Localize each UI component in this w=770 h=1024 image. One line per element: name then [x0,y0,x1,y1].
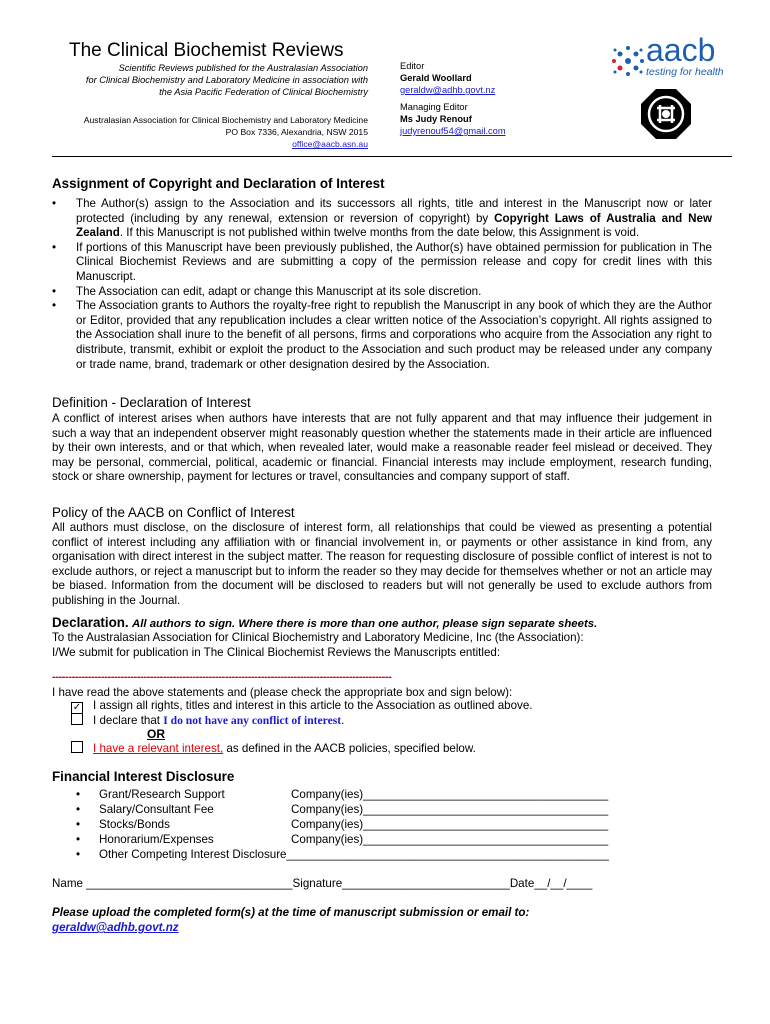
upload-instructions [52,905,529,935]
editor-name: Gerald Woollard [400,73,472,83]
relevant-interest-suffix: as defined in the AACB policies, specified below. [223,742,476,755]
journal-title: The Clinical Biochemist Reviews [69,40,344,61]
or-separator: OR [147,727,165,741]
assignment-heading: Assignment of Copyright and Declaration of Interest [52,176,385,191]
declaration-intro [52,631,584,660]
assign-rights-checkbox[interactable]: ✓ [72,702,82,713]
no-conflict-prefix: I declare that [93,714,164,727]
emblem-logo [640,88,692,145]
list-item: • The Association grants to Authors the royalty-free right to republish the Manuscript in any book of which they are the Author or Editor, provided that any republication includes a clear written notice of the Association’s copyright. All rights assigned to the Association shall inure to the benefit of all persons, firms and corporations who acquire from the Association any right to distribute, transmit, exhibit or exploit the product to the Association and such product may be released under any company or trade name, brand, trademark or other designation desired by the Association. [52,299,712,371]
declaration-line: To the Australasian Association for Clinical Biochemistry and Laboratory Medicine, Inc (the Association): [52,631,584,644]
name-field[interactable]: ________________________________ [86,877,293,890]
financial-list [76,787,676,862]
list-item: • The Author(s) assign to the Association and its successors all rights, title and interest in the Manuscript now or later protected (including by any renewal, extension or reversion of copyright) by Copyright Laws of Australia and New Zealand. If this Manuscript is not published within twelve months from the date below, this Assignment is void. [52,197,712,240]
financial-item: • Salary/Consultant Fee Company(ies)______________________________________ [76,803,609,816]
assign-rights-label: I assign all rights, titles and interest in this article to the Association as outlined above. [93,699,533,712]
aacb-logo [608,32,728,82]
journal-subtitle [86,62,368,98]
financial-item: • Other Competing Interest Disclosure__________________________________________________ [76,848,609,861]
signature-field[interactable]: __________________________ [342,877,510,890]
no-conflict-suffix: . [341,714,345,727]
policy-text: All authors must disclose, on the disclosure of interest form, all relationships that could be viewed as presenting a potential conflict of interest including any affiliation with or financial involvement in, or payments or other assistance in kind from, any organisation with direct interest in the subject matter. The reason for requesting disclosure of possible conflict of interest is not to exclude authors, or reject a manuscript but to inform the reader so they may decide for themselves whether or not an article may be biased. Information from the document will be disclosed to readers but will not generally be used to exclude authors from publishing in the Journal. [52,521,712,607]
financial-item: • Honorarium/Expenses Company(ies)______________________________________ [76,833,609,846]
option-no-conflict [71,713,344,727]
manuscript-title-line[interactable]: -------------------------------------------------------------------------------------------------------- [52,671,392,683]
name-label: Name [52,877,83,890]
assignment-list [52,197,712,372]
subtitle-line: the Asia Pacific Federation of Clinical Biochemistry [159,87,368,97]
logo-tagline: testing for health [646,66,724,78]
date-field[interactable]: __/__/____ [534,877,593,890]
declaration-label: Declaration. [52,615,129,630]
no-conflict-checkbox[interactable] [71,713,83,725]
logo-wordmark: aacb [646,32,716,68]
subtitle-line: for Clinical Biochemistry and Laboratory Medicine in association with [85,75,368,85]
upload-instruction-text: Please upload the completed form(s) at the time of manuscript submission or email to: [52,906,530,919]
signature-row [52,877,592,890]
managing-editor-name: Ms Judy Renouf [400,114,472,124]
office-email-link[interactable]: office@aacb.asn.au [292,139,368,149]
relevant-interest-checkbox[interactable] [71,741,83,753]
editor-block [400,60,495,96]
editor-label: Editor [400,61,425,71]
managing-editor-block [400,101,506,137]
no-conflict-highlight: I do not have any conflict of interest [163,714,342,727]
managing-editor-email-link[interactable]: judyrenouf54@gmail.com [400,126,506,136]
relevant-interest-highlight: I have a relevant interest, [93,742,224,755]
read-statement: I have read the above statements and (please check the appropriate box and sign below): [52,686,513,699]
company-field[interactable]: Company(ies)______________________________________ [291,788,609,801]
declaration-heading [52,615,732,630]
option-assign-rights [71,699,533,714]
association-address [84,114,368,150]
financial-item: • Grant/Research Support Company(ies)______________________________________ [76,788,609,801]
other-disclosure-field[interactable]: Other Competing Interest Disclosure__________________________________________________ [99,848,609,861]
address-line: Australasian Association for Clinical Biochemistry and Laboratory Medicine [83,115,368,125]
editor-email-link[interactable]: geraldw@adhb.govt.nz [400,85,496,95]
signature-label: Signature [292,877,343,890]
definition-heading: Definition - Declaration of Interest [52,395,251,410]
subtitle-line: Scientific Reviews published for the Australasian Association [118,63,368,73]
list-item: • If portions of this Manuscript have been previously published, the Author(s) have obtained permission for publication in The Clinical Biochemist Reviews and are submitting a copy of the permission release and copy for credit lines with this Manuscript. [52,240,712,283]
definition-text: A conflict of interest arises when authors have interests that are not fully apparent and that may influence their judgement in such a way that an independent observer might reasonably question whether the statements made in their article are influenced by their own interests, and or that which, when revealed later, would make a reasonable reader feel mislead or deceived. They may be personal, commercial, political, academic or financial. Financial interests may include employment, research funding, stock or share ownership, payment for lectures or travel, consultancies and company support of staff. [52,412,712,484]
option-relevant-interest [71,741,476,755]
managing-editor-label: Managing Editor [400,102,468,112]
declaration-line: I/We submit for publication in The Clinical Biochemist Reviews the Manuscripts entitled: [52,645,501,659]
company-field[interactable]: Company(ies)______________________________________ [291,818,609,831]
company-field[interactable]: Company(ies)______________________________________ [291,833,609,846]
policy-heading: Policy of the AACB on Conflict of Interest [52,505,295,520]
declaration-instruction: All authors to sign. Where there is more than one author, please sign separate sheets. [132,618,598,630]
header-divider [52,156,732,157]
address-line: PO Box 7336, Alexandria, NSW 2015 [225,127,368,137]
financial-item: • Stocks/Bonds Company(ies)______________________________________ [76,818,609,831]
financial-heading: Financial Interest Disclosure [52,769,235,784]
aacb-emblem-icon [640,88,692,140]
list-item: • The Association can edit, adapt or change this Manuscript at its sole discretion. [52,284,482,298]
date-label: Date [509,877,535,890]
company-field[interactable]: Company(ies)______________________________________ [291,803,609,816]
aacb-dots-icon [608,42,648,80]
submission-email-link[interactable]: geraldw@adhb.govt.nz [52,921,179,934]
